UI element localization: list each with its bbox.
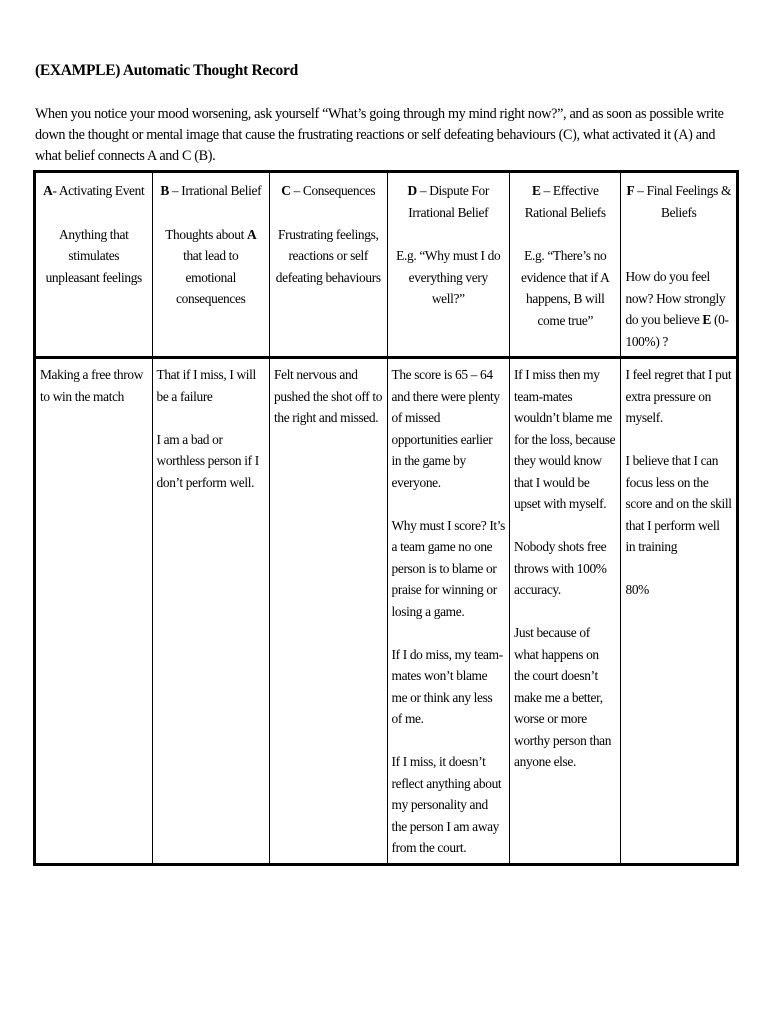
header-e-description: E.g. “There’s no evidence that if A happens, B will come true” xyxy=(520,248,610,328)
cell-consequences: Felt nervous and pushed the shot off to the right and missed. xyxy=(270,358,388,865)
header-consequences: C – Consequences Frustrating feelings, reactions or self defeating behaviours xyxy=(270,172,388,358)
cell-dispute: The score is 65 – 64 and there were plenty of missed opportunities earlier in the game by everyone. Why must I score? It’s a team game no one person is to blame or praise for winning or losing a game. If I do miss, my team-mates won’t blame me or think any less of me. If I miss, it doesn’t reflect anything about my personality and the person I am away from the court. xyxy=(387,358,510,865)
document-title: (EXAMPLE) Automatic Thought Record xyxy=(35,62,298,79)
header-activating-event: A- Activating Event Anything that stimulates unpleasant feelings xyxy=(35,172,153,358)
document-intro: When you notice your mood worsening, ask yourself “What’s going through my mind right now?”, and as soon as possible write down the thought or mental image that cause the frustrating reactions or self defeating behaviours (C), what activated it (A) and what belief connects A and C (B). xyxy=(35,106,724,164)
cell-activating-event: Making a free throw to win the match xyxy=(35,358,153,865)
thought-record-table xyxy=(33,170,739,866)
header-effective-beliefs: E – Effective Rational Beliefs E.g. “There’s no evidence that if A happens, B will come true” xyxy=(510,172,621,358)
table-row xyxy=(35,358,738,865)
header-dispute: D – Dispute For Irrational Belief E.g. “Why must I do everything very well?” xyxy=(387,172,510,358)
header-final-feelings: F – Final Feelings & Beliefs How do you feel now? How strongly do you believe E (0-100%) ? xyxy=(621,172,738,358)
cell-final-feelings: I feel regret that I put extra pressure on myself. I believe that I can focus less on the score and on the skill that I perform well in training 80% xyxy=(621,358,738,865)
header-a-description: Anything that stimulates unpleasant feelings xyxy=(45,226,142,285)
header-c-description: Frustrating feelings, reactions or self defeating behaviours xyxy=(275,226,381,285)
header-irrational-belief: B – Irrational Belief Thoughts about A that lead to emotional consequences xyxy=(152,172,270,358)
cell-irrational-belief: That if I miss, I will be a failure I am a bad or worthless person if I don’t perform well. xyxy=(152,358,270,865)
header-f-description: How do you feel now? How strongly do you believe E (0-100%) ? xyxy=(625,269,729,349)
cell-effective-beliefs: If I miss then my team-mates wouldn’t blame me for the loss, because they would know that I would be upset with myself. Nobody shots free throws with 100% accuracy. Just because of what happens on the court doesn’t make me a better, worse or more worthy person than anyone else. xyxy=(510,358,621,865)
table-header-row xyxy=(35,172,738,358)
header-d-description: E.g. “Why must I do everything very well?” xyxy=(396,248,501,306)
header-b-description: Thoughts about A that lead to emotional consequences xyxy=(165,226,257,306)
